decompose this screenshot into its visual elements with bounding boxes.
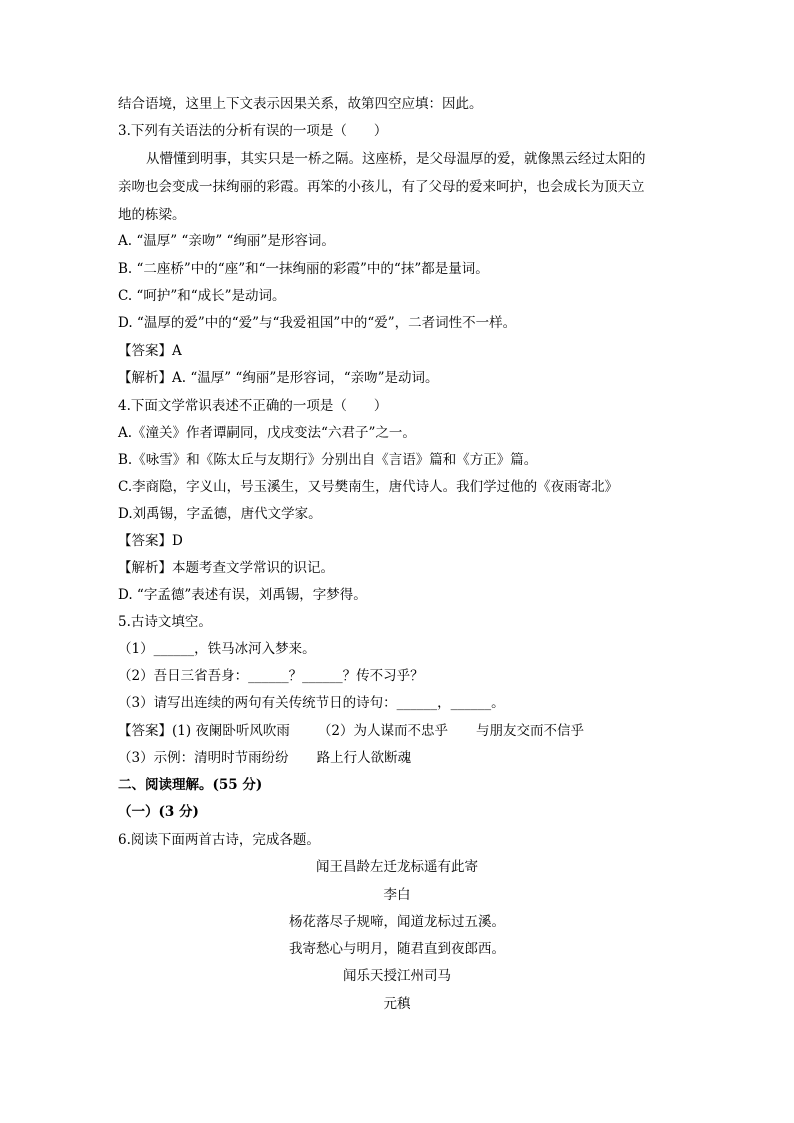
fill-item: （3）请写出连续的两句有关传统节日的诗句：______，______。 — [118, 695, 505, 711]
question-5: 5.古诗文填空。 — [118, 614, 212, 630]
section-heading: 二、阅读理解。(55 分) — [118, 777, 263, 793]
option-c: C. “呵护”和“成长”是动词。 — [118, 288, 286, 304]
poem-title: 闻王昌龄左迁龙标遥有此寄 — [316, 859, 478, 875]
option-b: B.《咏雪》和《陈太丘与友期行》分别出自《言语》篇和《方正》篇。 — [118, 452, 538, 468]
answer-item: （2）为人谋而不忠乎 — [317, 723, 449, 739]
option-b: B. “二座桥”中的“座”和“一抹绚丽的彩霞”中的“抹”都是量词。 — [118, 261, 489, 277]
option-c: C.李商隐，字义山，号玉溪生，又号樊南生，唐代诗人。我们学过他的《夜雨寄北》 — [118, 479, 619, 495]
option-a: A.《潼关》作者谭嗣同，戊戌变法“六君子”之一。 — [118, 425, 416, 441]
analysis-line: D. “字孟德”表述有误，刘禹锡，字梦得。 — [118, 587, 367, 603]
poem-line: 杨花落尽子规啼，闻道龙标过五溪。 — [289, 914, 505, 930]
fill-item: （1）______，铁马冰河入梦来。 — [118, 641, 316, 657]
answer-line: 【答案】A — [118, 343, 182, 359]
answer-item: （3）示例：清明时节雨纷纷 — [118, 750, 289, 766]
question-6: 6.阅读下面两首古诗，完成各题。 — [118, 832, 320, 848]
option-a: A. “温厚” “亲吻” “绚丽”是形容词。 — [118, 233, 335, 249]
poem-author: 李白 — [383, 887, 411, 903]
text-line: 结合语境，这里上下文表示因果关系，故第四空应填：因此。 — [118, 96, 483, 112]
question-4: 4.下面文学常识表述不正确的一项是（ ） — [118, 398, 388, 414]
poem-line: 我寄愁心与明月，随君直到夜郎西。 — [289, 941, 505, 957]
answer-item: 与朋友交而不信乎 — [476, 723, 585, 739]
option-d: D. “温厚的爱”中的“爱”与“我爱祖国”中的“爱”，二者词性不一样。 — [118, 315, 517, 331]
analysis-line: 【解析】A. “温厚” “绚丽”是形容词，“亲吻”是动词。 — [118, 370, 439, 386]
fill-item: （2）吾日三省吾身：______？______？传不习乎？ — [118, 668, 424, 684]
option-d: D.刘禹锡，字孟德，唐代文学家。 — [118, 506, 322, 522]
passage-line: 亲吻也会变成一抹绚丽的彩霞。再笨的小孩儿，有了父母的爱来呵护，也会成长为顶天立 — [118, 179, 645, 195]
answer-item: 路上行人欲断魂 — [316, 750, 412, 766]
subsection-heading: （一）(3 分) — [118, 804, 199, 820]
poem-author: 元稹 — [383, 996, 411, 1012]
answer-item: (1) 夜阑卧听风吹雨 — [172, 723, 290, 739]
analysis-line: 【解析】本题考查文学常识的识记。 — [118, 560, 334, 576]
passage-line: 从懵懂到明事，其实只是一桥之隔。这座桥，是父母温厚的爱，就像黑云经过太阳的 — [146, 151, 646, 167]
question-3: 3.下列有关语法的分析有误的一项是（ ） — [118, 123, 388, 139]
answer-line: 【答案】D — [118, 533, 183, 549]
answer-label: 【答案】 — [118, 723, 172, 739]
poem-title: 闻乐天授江州司马 — [343, 968, 451, 984]
passage-line: 地的栋梁。 — [118, 207, 186, 223]
answer-5-line-1 — [118, 721, 584, 741]
answer-5-line-2 — [118, 748, 411, 768]
